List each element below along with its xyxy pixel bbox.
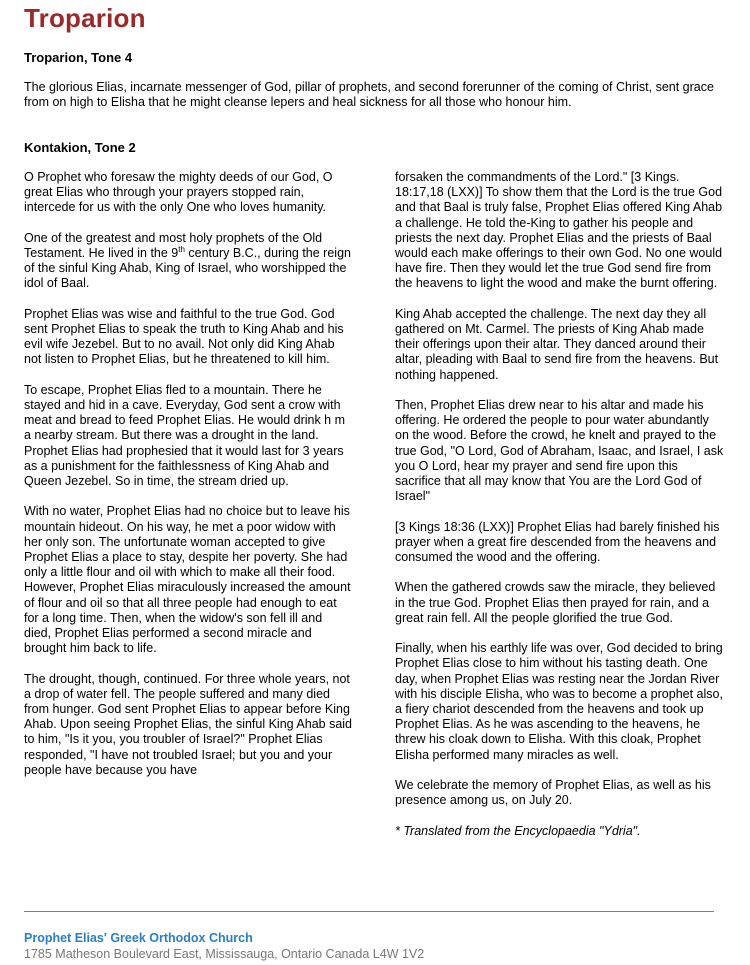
left-paragraph-2-start: One of the greatest and most holy prophets of the Old Testament. He lived in the 9 [24,230,323,260]
troparion-heading: Troparion, Tone 4 [24,50,133,65]
page-title: Troparion [24,3,146,33]
church-address: 1785 Matheson Boulevard East, Mississauga, Ontario Canada L4W 1V2 [24,947,425,961]
footer-divider [24,911,714,912]
right-paragraph-1: forsaken the commandments of the Lord." [3 Kings. 18:17,18 (LXX)] To show them that the Lord is the true God and that Baal is truly false, Prophet Elias offered King Ahab a challenge. He told the-King to gather his people and priests the next day. Prophet Elias and the priests of Baal would each make offerings to their own God. No one would have fire. Then they would let the true God send fire from the heavens to light the wood and make the burnt offering. [395,170,723,291]
right-paragraph-4: [3 Kings 18:36 (LXX)] Prophet Elias had barely finished his prayer when a great fire descended from the heavens and consumed the wood and the offering. [395,519,720,565]
left-paragraph-6: The drought, though, continued. For three whole years, not a drop of water fell. The people suffered and many died from hunger. God sent Prophet Elias to appear before King Ahab. Upon seeing Prophet Elias, the sinful King Ahab said to him, "Is it you, you troubler of Israel?" Prophet Elias responded, "I have not troubled Israel; but you and your people have because you have [24,671,352,777]
kontakion-heading: Kontakion, Tone 2 [24,140,136,155]
translation-note: * Translated from the Encyclopaedia "Ydria". [395,823,641,838]
left-paragraph-5: With no water, Prophet Elias had no choice but to leave his mountain hideout. On his way, he met a poor widow with her only son. The unfortunate woman accepted to give Prophet Elias a place to stay, despite her poverty. She had only a little flour and oil with which to make all their food. However, Prophet Elias miraculously increased the amount of flour and oil so that all three people had enough to eat for a long time. Then, when the widow's son fell ill and died, Prophet Elias performed a second miracle and brought him back to life. [24,504,351,656]
ordinal-superscript: th [178,245,185,254]
church-name: Prophet Elias' Greek Orthodox Church [24,931,253,945]
left-paragraph-2-end: century B.C., during the reign of the sinful King Ahab, King of Israel, who worshipped the idol of Baal. [24,246,351,291]
right-paragraph-7: We celebrate the memory of Prophet Elias, as well as his presence among us, on July 20. [395,778,711,808]
left-paragraph-1: O Prophet who foresaw the mighty deeds of our God, O great Elias who through your prayers stopped rain, intercede for us with the only One who loves humanity. [24,170,333,215]
right-paragraph-5: When the gathered crowds saw the miracle, they believed in the true God. Prophet Elias then prayed for rain, and a great rain fell. All the people glorified the true God. [395,580,716,625]
left-paragraph-3: Prophet Elias was wise and faithful to the true God. God sent Prophet Elias to speak the truth to King Ahab and his evil wife Jezebel. But to no avail. Not only did King Ahab not listen to Prophet Elias, but he threatened to kill him. [24,306,344,367]
left-paragraph-2 [24,231,352,292]
right-paragraph-3: Then, Prophet Elias drew near to his altar and made his offering. He ordered the people to pour water abundantly on the wood. Before the crowd, he knelt and prayed to the true God, "O Lord, God of Abraham, Isaac, and Israel, I ask you O Lord, hear my prayer and send fire upon this sacrifice that all may know that You are the Lord God of Israel" [395,398,724,504]
right-paragraph-6: Finally, when his earthly life was over, God decided to bring Prophet Elias close to him without his tasting death. One day, when Prophet Elias was resting near the Jordan River with his disciple Elisha, who was to become a prophet also, a fiery chariot descended from the heavens and took up Prophet Elias. As he was ascending to the heavens, he threw his cloak down to Elisha. With this cloak, Prophet Elisha performed many miracles as well. [395,641,723,762]
right-column [395,170,725,854]
left-column [24,170,352,793]
left-paragraph-4: To escape, Prophet Elias fled to a mountain. There he stayed and hid in a cave. Everyday, God sent a crow with meat and bread to feed Prophet Elias. He would drink h m a nearby stream. But there was a drought in the land. Prophet Elias had prophesied that it would last for 3 years as a punishment for the faithlessness of King Ahab and Queen Jezebel. So in time, the stream dried up. [24,382,346,489]
troparion-text: The glorious Elias, incarnate messenger of God, pillar of prophets, and second forerunner of the coming of Christ, sent grace from on high to Elisha that he might cleanse lepers and heal sickness for all those who honour him. [24,80,714,110]
right-paragraph-2: King Ahab accepted the challenge. The next day they all gathered on Mt. Carmel. The priests of King Ahab made their offerings upon their altar. They danced around their altar, pleading with Baal to send fire from the heavens. But nothing happened. [395,306,719,382]
